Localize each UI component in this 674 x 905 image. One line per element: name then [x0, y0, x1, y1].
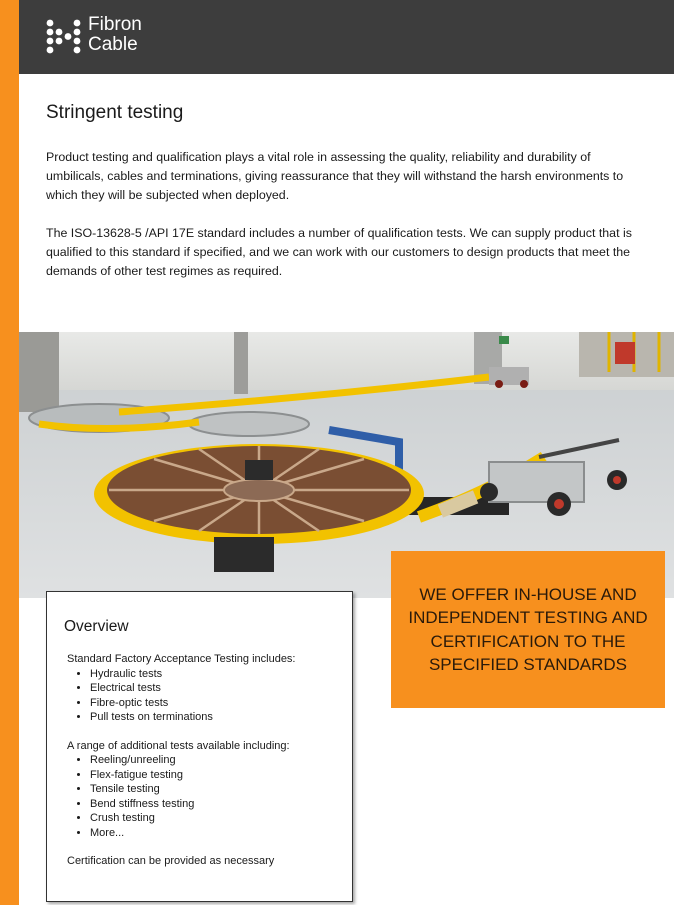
additional-tests-intro: A range of additional tests available including:: [67, 739, 290, 752]
list-item: • Electrical tests: [90, 681, 342, 696]
brand-line-1: Fibron: [88, 14, 142, 35]
overview-box: [46, 591, 353, 902]
overview-body: [67, 652, 342, 869]
list-item: • Reeling/unreeling: [90, 753, 342, 768]
callout-text: WE OFFER IN-HOUSE AND INDEPENDENT TESTING AND CERTIFICATION TO THE SPECIFIED STANDARDS: [408, 584, 648, 674]
intro-paragraph-1: Product testing and qualification plays a vital role in assessing the quality, reliability and durability of umbilicals, cables and terminations, giving reassurance that they will withstand the harsh environments to which they will be subjected when deployed.: [46, 150, 624, 202]
brand-line-2: Cable: [88, 34, 138, 55]
orange-side-stripe: [0, 0, 19, 905]
fibron-dots-logo-icon: [45, 18, 83, 56]
list-item: • Pull tests on terminations: [90, 710, 342, 725]
list-item: • Hydraulic tests: [90, 667, 342, 682]
standard-tests-intro: Standard Factory Acceptance Testing includes:: [67, 653, 296, 665]
additional-tests-list: [67, 753, 342, 840]
page-header: [19, 0, 674, 74]
list-item: • Tensile testing: [90, 782, 342, 797]
overview-title: Overview: [64, 618, 129, 635]
list-item: • Bend stiffness testing: [90, 797, 342, 812]
intro-paragraph-2: The ISO-13628-5 /API 17E standard includes a number of qualification tests. We can supply product that is qualified to this standard if specified, and we can work with our customers to design products that meet the demands of other test regimes as required.: [46, 226, 632, 278]
testing-callout-box: [391, 551, 665, 708]
list-item: • Flex-fatigue testing: [90, 768, 342, 783]
certification-note: Certification can be provided as necessary: [67, 855, 275, 867]
list-item: • More...: [90, 826, 342, 841]
list-item: • Crush testing: [90, 811, 342, 826]
brand-name: [88, 15, 142, 55]
list-item: • Fibre-optic tests: [90, 696, 342, 711]
page-title: Stringent testing: [46, 102, 184, 123]
standard-tests-list: [67, 667, 342, 725]
